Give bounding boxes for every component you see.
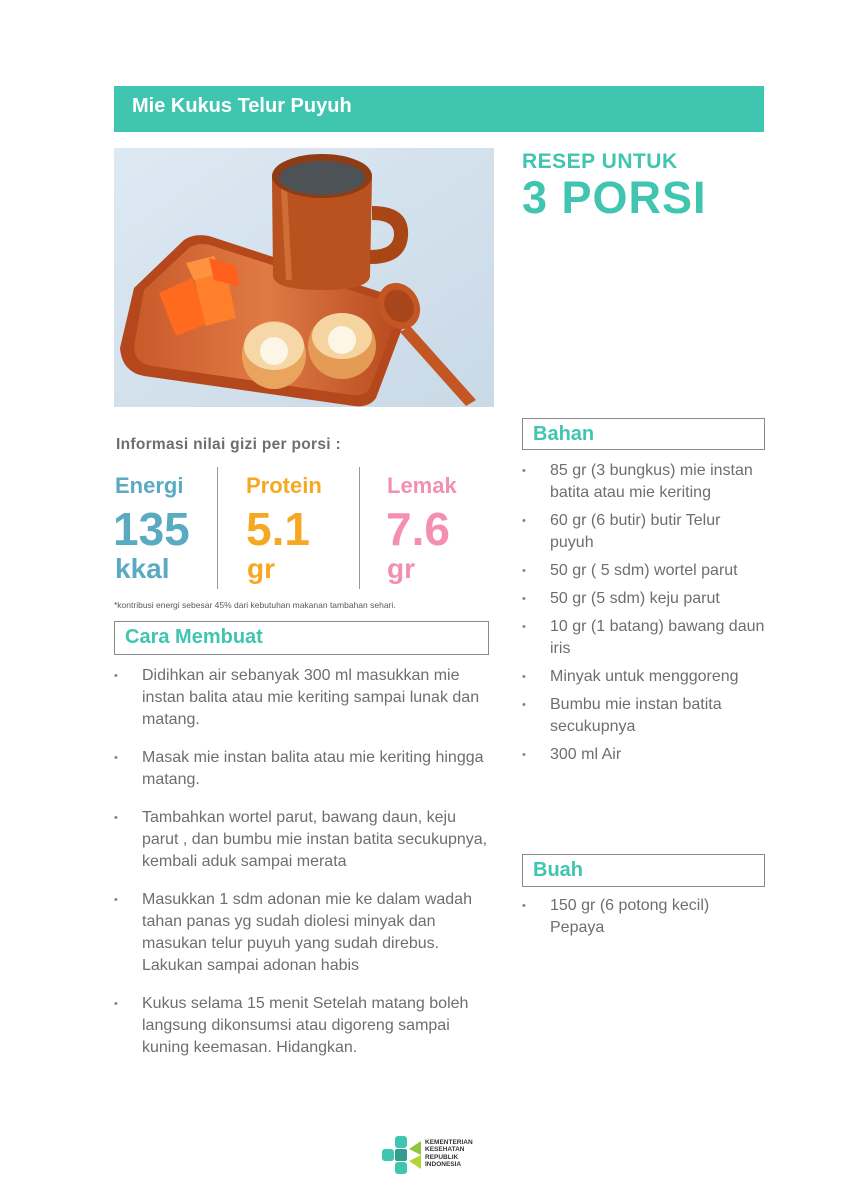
nutrition-title: Informasi nilai gizi per porsi : (116, 436, 341, 453)
list-item: • Masak mie instan balita atau mie keriting hingga matang. (114, 747, 489, 791)
nutrition-divider (359, 467, 360, 589)
fat-label: Lemak (387, 473, 457, 498)
ingredients-heading: Bahan (533, 423, 595, 445)
nutrition-divider (217, 467, 218, 589)
ingredients-list (522, 460, 767, 766)
protein-unit: gr (247, 553, 275, 584)
list-item: • 150 gr (6 potong kecil) Pepaya (522, 895, 767, 939)
list-item: • Kukus selama 15 menit Setelah matang boleh langsung dikonsumsi atau digoreng sampai kuning keemasan. Hidangkan. (114, 993, 489, 1059)
list-item: • 10 gr (1 batang) bawang daun iris (522, 616, 767, 660)
list-item: • Bumbu mie instan batita secukupnya (522, 694, 767, 738)
ministry-logo (381, 1135, 491, 1175)
food-photo-illustration (114, 148, 494, 407)
fat-value: 7.6 (386, 503, 450, 555)
serving-label: RESEP UNTUK (522, 150, 678, 173)
list-item: • Tambahkan wortel parut, bawang daun, keju parut , dan bumbu mie instan batita secukupnya, kembali aduk sampai merata (114, 807, 489, 873)
list-item: • 50 gr (5 sdm) keju parut (522, 588, 767, 610)
method-heading: Cara Membuat (125, 626, 263, 648)
method-steps-list (114, 665, 489, 1059)
recipe-title-bar (114, 86, 764, 132)
list-item: • 300 ml Air (522, 744, 767, 766)
protein-label: Protein (246, 473, 322, 498)
fat-unit: gr (387, 553, 415, 584)
energy-label: Energi (115, 473, 184, 498)
list-item: • 60 gr (6 butir) butir Telur puyuh (522, 510, 767, 554)
recipe-title: Mie Kukus Telur Puyuh (132, 95, 352, 117)
list-item: • 50 gr ( 5 sdm) wortel parut (522, 560, 767, 582)
recipe-photo (114, 148, 494, 407)
method-heading-box (114, 621, 489, 655)
list-item: • Masukkan 1 sdm adonan mie ke dalam wadah tahan panas yg sudah diolesi minyak dan masukan telur puyuh yang sudah direbus. Lakukan sampai adonan habis (114, 889, 489, 977)
fruit-list (522, 895, 767, 939)
ingredients-heading-box (522, 418, 765, 450)
fruit-heading-box (522, 854, 765, 887)
protein-value: 5.1 (246, 503, 310, 555)
nutrition-footnote: *kontribusi energi sebesar 45% dari kebutuhan makanan tambahan sehari. (114, 600, 396, 610)
serving-value: 3 PORSI (522, 172, 707, 223)
ministry-name: KEMENTERIAN KESEHATAN REPUBLIK INDONESIA (425, 1139, 473, 1169)
list-item: • Minyak untuk menggoreng (522, 666, 767, 688)
energy-value: 135 (113, 503, 190, 555)
fruit-heading: Buah (533, 859, 583, 881)
energy-unit: kkal (115, 553, 170, 584)
list-item: • 85 gr (3 bungkus) mie instan batita atau mie keriting (522, 460, 767, 504)
ministry-emblem-icon (381, 1135, 423, 1175)
list-item: • Didihkan air sebanyak 300 ml masukkan mie instan balita atau mie keriting sampai lunak dan matang. (114, 665, 489, 731)
